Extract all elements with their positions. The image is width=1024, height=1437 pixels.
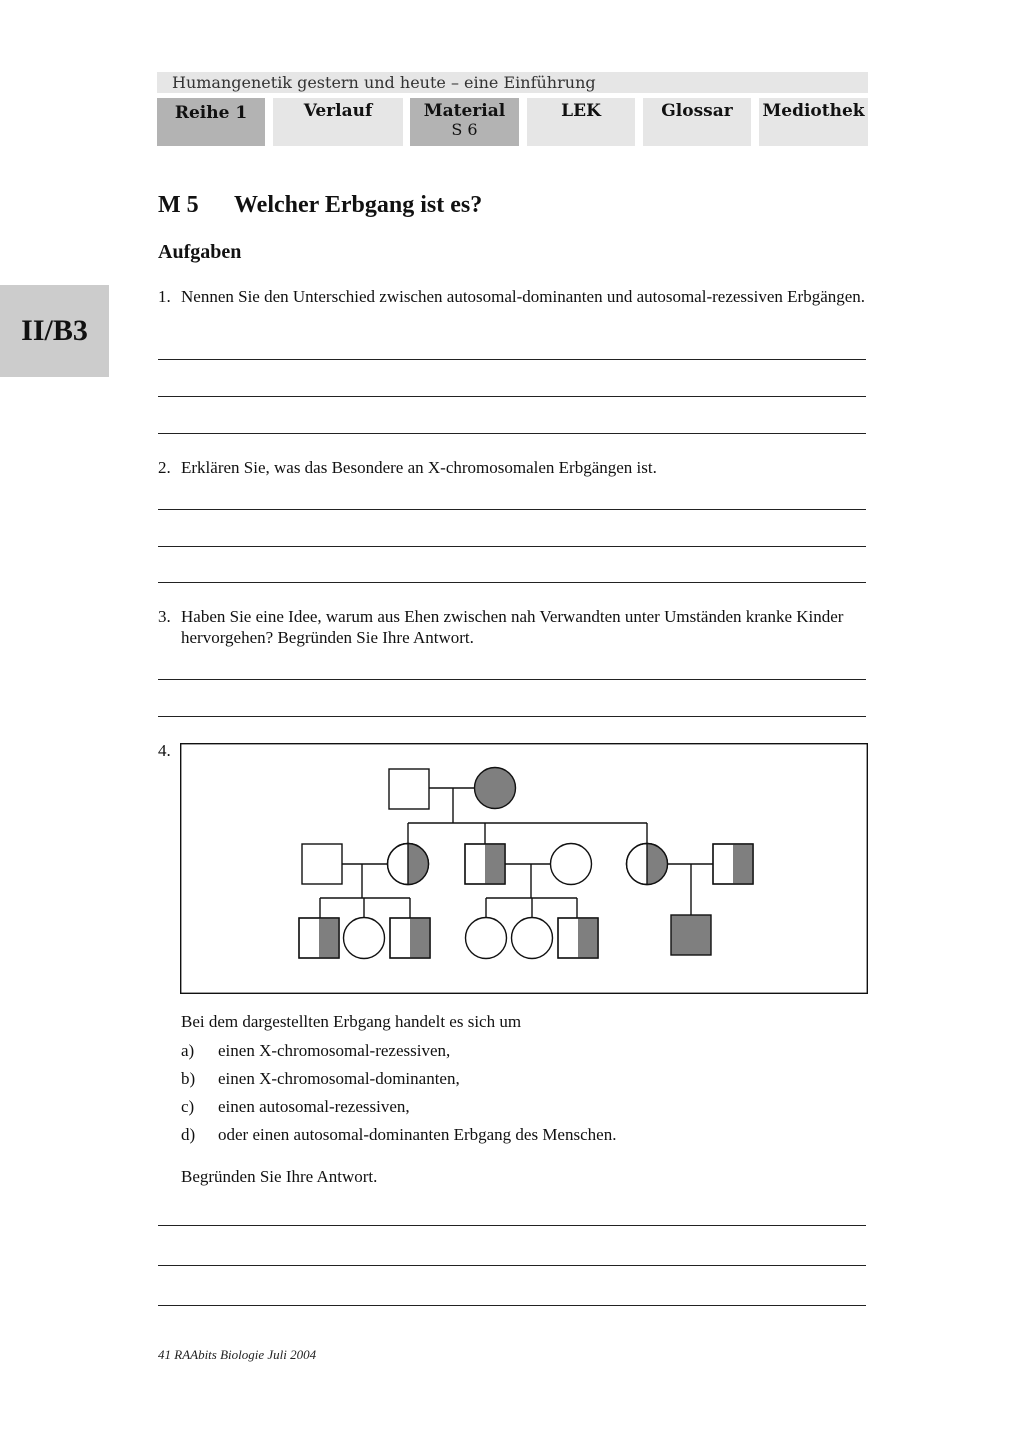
tab-glossar[interactable] bbox=[643, 98, 751, 146]
answer-line[interactable] bbox=[158, 679, 866, 680]
pedigree-male-affected bbox=[671, 915, 711, 955]
question-4-number: 4. bbox=[158, 741, 171, 760]
tab-reihe[interactable] bbox=[157, 98, 265, 146]
answer-line[interactable] bbox=[158, 509, 866, 510]
pedigree-female-carrier bbox=[388, 844, 429, 885]
option-c-text: einen autosomal-rezessiven, bbox=[218, 1097, 410, 1116]
answer-line[interactable] bbox=[158, 1305, 866, 1306]
answer-line[interactable] bbox=[158, 396, 866, 397]
pedigree-female-unaffected bbox=[512, 918, 553, 959]
material-number: M 5 bbox=[158, 192, 199, 218]
tab-verlauf[interactable] bbox=[273, 98, 403, 146]
tab-reihe-label: Reihe 1 bbox=[174, 103, 248, 123]
question-2-text: Erklären Sie, was das Besondere an X-chromosomalen Erbgängen ist. bbox=[181, 458, 657, 477]
pedigree-female-unaffected bbox=[466, 918, 507, 959]
question-3-number: 3. bbox=[158, 607, 171, 626]
tab-material-label: Material bbox=[423, 101, 506, 121]
answer-line[interactable] bbox=[158, 1265, 866, 1266]
tab-mediothek[interactable] bbox=[759, 98, 868, 146]
tab-material[interactable] bbox=[410, 98, 519, 146]
option-d-letter: d) bbox=[181, 1125, 196, 1144]
question-4-justify: Begründen Sie Ihre Antwort. bbox=[181, 1167, 378, 1186]
pedigree-chart bbox=[180, 743, 868, 994]
answer-line[interactable] bbox=[158, 359, 866, 360]
option-c-letter: c) bbox=[181, 1097, 195, 1116]
option-a-letter: a) bbox=[181, 1041, 195, 1060]
pedigree-male-carrier bbox=[465, 844, 505, 884]
pedigree-male-carrier bbox=[299, 918, 339, 958]
answer-line[interactable] bbox=[158, 433, 866, 434]
tab-material-page: S 6 bbox=[451, 120, 478, 139]
question-1-number: 1. bbox=[158, 287, 171, 306]
question-3-text: Haben Sie eine Idee, warum aus Ehen zwischen nah Verwandten unter Umständen kranke Kinder hervorgehen? Begründen Sie Ihre Antwort. bbox=[181, 607, 844, 647]
answer-line[interactable] bbox=[158, 582, 866, 583]
question-4-intro: Bei dem dargestellten Erbgang handelt es sich um bbox=[181, 1012, 522, 1031]
pedigree-male-unaffected bbox=[389, 769, 429, 809]
pedigree-female-unaffected bbox=[551, 844, 592, 885]
tab-lek-label: LEK bbox=[561, 101, 601, 121]
tab-verlauf-label: Verlauf bbox=[303, 101, 373, 121]
question-1-text: Nennen Sie den Unterschied zwischen autosomal-dominanten und autosomal-rezessiven Erbgängen. bbox=[181, 287, 866, 306]
pedigree-male-unaffected bbox=[302, 844, 342, 884]
option-b-letter: b) bbox=[181, 1069, 196, 1088]
pedigree-male-carrier bbox=[390, 918, 430, 958]
tasks-heading: Aufgaben bbox=[158, 241, 242, 263]
option-a-text: einen X-chromosomal-rezessiven, bbox=[218, 1041, 451, 1060]
pedigree-male-carrier bbox=[558, 918, 598, 958]
pedigree-male-carrier bbox=[713, 844, 753, 884]
option-b-text: einen X-chromosomal-dominanten, bbox=[218, 1069, 460, 1088]
tab-mediothek-label: Mediothek bbox=[762, 101, 865, 121]
tab-lek[interactable] bbox=[527, 98, 635, 146]
page-footer: 41 RAAbits Biologie Juli 2004 bbox=[158, 1347, 317, 1362]
tab-glossar-label: Glossar bbox=[661, 101, 733, 121]
pedigree-female-carrier bbox=[627, 844, 668, 885]
section-tag: II/B3 bbox=[0, 285, 109, 377]
series-title: Humangenetik gestern und heute – eine Einführung bbox=[157, 72, 868, 93]
page-title: Welcher Erbgang ist es? bbox=[234, 192, 483, 218]
answer-line[interactable] bbox=[158, 716, 866, 717]
option-d-text: oder einen autosomal-dominanten Erbgang des Menschen. bbox=[218, 1125, 617, 1144]
question-2-number: 2. bbox=[158, 458, 171, 477]
answer-line[interactable] bbox=[158, 1225, 866, 1226]
answer-line[interactable] bbox=[158, 546, 866, 547]
pedigree-female-unaffected bbox=[344, 918, 385, 959]
